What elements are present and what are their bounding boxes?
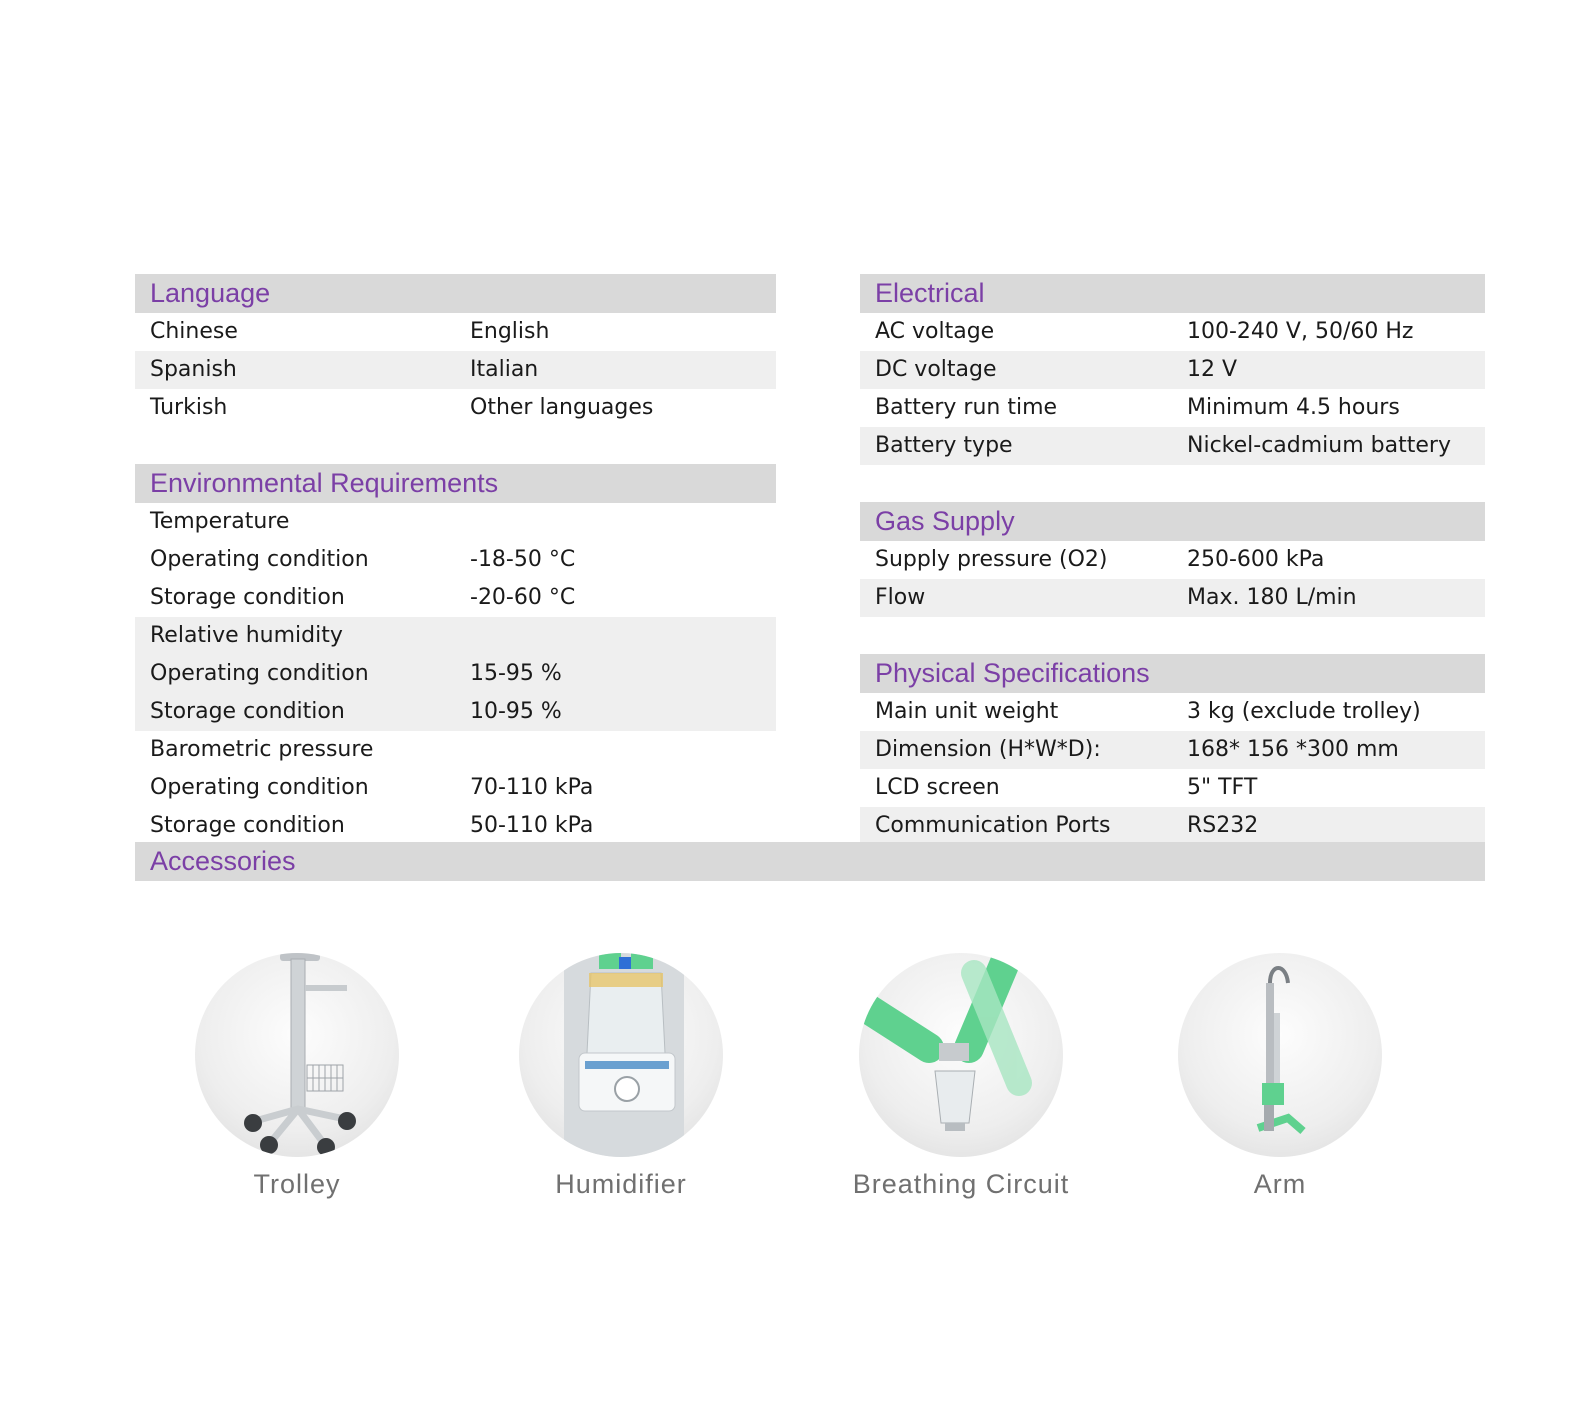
spec-key: Operating condition — [150, 775, 369, 800]
spec-row — [135, 389, 776, 427]
accessory-trolley — [172, 953, 422, 1200]
spec-key: Storage condition — [150, 813, 345, 838]
spec-key: Spanish — [150, 357, 237, 382]
left-spec-column — [135, 274, 776, 845]
spec-value: 70-110 kPa — [470, 775, 594, 800]
spec-value: 168* 156 *300 mm — [1187, 737, 1399, 762]
spec-key: Turkish — [150, 395, 228, 420]
spec-key: Supply pressure (O2) — [875, 547, 1108, 572]
accessories-heading: Accessories — [135, 842, 1485, 881]
spec-key: Communication Ports — [875, 813, 1111, 838]
spec-value: 100-240 V, 50/60 Hz — [1187, 319, 1414, 344]
spec-row — [135, 351, 776, 389]
spec-row — [860, 427, 1485, 465]
spec-row — [860, 769, 1485, 807]
spec-value: 50-110 kPa — [470, 813, 594, 838]
physical-specifications-heading: Physical Specifications — [860, 654, 1485, 693]
spec-key: DC voltage — [875, 357, 997, 382]
accessory-humidifier — [496, 953, 746, 1200]
right-spec-column — [860, 274, 1485, 845]
spec-row — [135, 807, 776, 845]
spec-row — [860, 541, 1485, 579]
spec-value: -20-60 °C — [470, 585, 576, 610]
arm-icon — [1178, 953, 1382, 1157]
spec-value: Italian — [470, 357, 539, 382]
spec-row — [860, 807, 1485, 845]
gas-supply-heading: Gas Supply — [860, 502, 1485, 541]
accessory-label: Humidifier — [555, 1169, 687, 1199]
spec-value: Max. 180 L/min — [1187, 585, 1357, 610]
breathing-circuit-icon — [859, 953, 1063, 1157]
spec-row — [860, 389, 1485, 427]
spec-row — [860, 351, 1485, 389]
spec-value: Nickel-cadmium battery — [1187, 433, 1451, 458]
humidifier-icon — [519, 953, 723, 1157]
spec-row — [860, 731, 1485, 769]
accessory-breathing-circuit — [836, 953, 1086, 1200]
language-heading: Language — [135, 274, 776, 313]
spec-row — [860, 313, 1485, 351]
spec-row — [135, 693, 776, 731]
accessory-label: Trolley — [253, 1169, 341, 1199]
spec-value: 15-95 % — [470, 661, 562, 686]
trolley-icon — [195, 953, 399, 1157]
accessory-label: Breathing Circuit — [852, 1169, 1070, 1199]
spec-key: Flow — [875, 585, 926, 610]
electrical-heading: Electrical — [860, 274, 1485, 313]
spec-row — [860, 693, 1485, 731]
humidity-label: Relative humidity — [150, 623, 343, 648]
spec-key: AC voltage — [875, 319, 995, 344]
spec-row — [135, 579, 776, 617]
spec-row — [860, 579, 1485, 617]
pressure-label: Barometric pressure — [150, 737, 374, 762]
spec-key: Battery run time — [875, 395, 1058, 420]
spec-key: Storage condition — [150, 699, 345, 724]
spec-value: 3 kg (exclude trolley) — [1187, 699, 1421, 724]
spec-key: Operating condition — [150, 547, 369, 572]
spec-value: Other languages — [470, 395, 654, 420]
spec-value: RS232 — [1187, 813, 1259, 838]
spec-value: 5" TFT — [1187, 775, 1258, 800]
spec-key: Operating condition — [150, 661, 369, 686]
spec-value: 10-95 % — [470, 699, 562, 724]
group-label-row — [135, 503, 776, 541]
spec-key: LCD screen — [875, 775, 1000, 800]
spec-row — [135, 769, 776, 807]
accessory-arm — [1155, 953, 1405, 1200]
group-label-row — [135, 731, 776, 769]
spec-value: 12 V — [1187, 357, 1238, 382]
spec-value: Minimum 4.5 hours — [1187, 395, 1400, 420]
spec-key: Dimension (H*W*D): — [875, 737, 1101, 762]
spec-value: -18-50 °C — [470, 547, 576, 572]
environmental-heading: Environmental Requirements — [135, 464, 776, 503]
spec-key: Main unit weight — [875, 699, 1059, 724]
spec-row — [135, 655, 776, 693]
spec-key: Battery type — [875, 433, 1013, 458]
spec-key: Chinese — [150, 319, 238, 344]
spec-row — [135, 541, 776, 579]
temperature-label: Temperature — [150, 509, 290, 534]
spec-key: Storage condition — [150, 585, 345, 610]
spec-row — [135, 313, 776, 351]
accessory-label: Arm — [1253, 1169, 1307, 1199]
spec-value: English — [470, 319, 550, 344]
group-label-row — [135, 617, 776, 655]
spec-value: 250-600 kPa — [1187, 547, 1325, 572]
